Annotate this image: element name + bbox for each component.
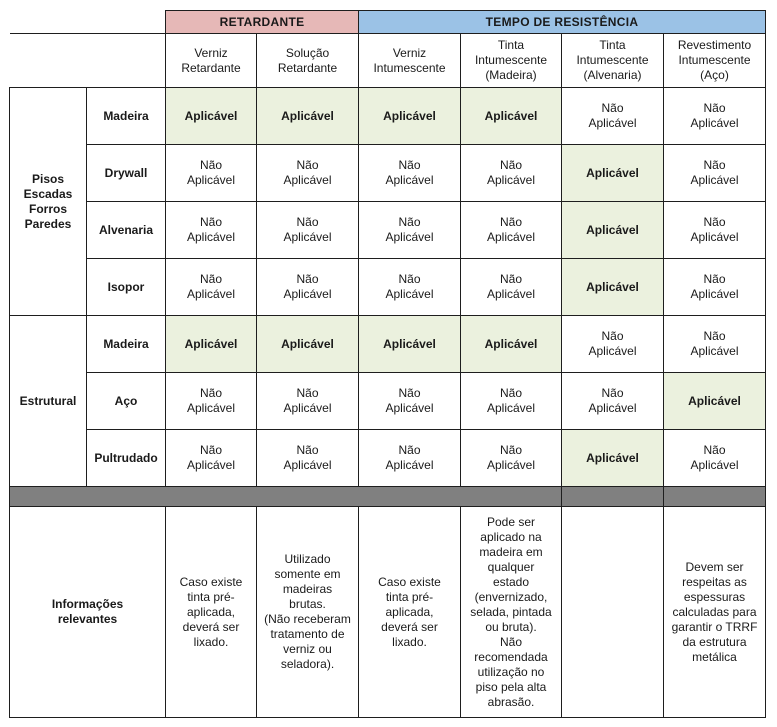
text-line: Não: [601, 329, 624, 343]
text-line: Aplicável: [283, 458, 332, 472]
cell-aplicavel: Aplicável: [359, 88, 461, 145]
text-line: deverá ser: [182, 619, 240, 634]
text-line: lixado.: [392, 634, 427, 649]
text-line: Não: [499, 272, 522, 286]
text-line: Não: [499, 158, 522, 172]
text-line: (Não receberam: [264, 612, 351, 626]
table-row: [10, 259, 766, 316]
text-line: Aplicável: [690, 287, 739, 301]
cell-nao-aplicavel: [166, 202, 257, 259]
text-line: (Madeira): [485, 68, 537, 82]
text-line: Aplicável: [186, 287, 236, 301]
text-line: tratamento de: [270, 627, 345, 641]
text-line: Paredes: [24, 216, 72, 231]
cell-nao-aplicavel: [664, 316, 766, 373]
cell-nao-aplicavel: [359, 259, 461, 316]
cell-nao-aplicavel: [461, 202, 562, 259]
cell-nao-aplicavel: [166, 259, 257, 316]
text-line: Devem ser: [685, 559, 744, 574]
text-line: recomendada: [474, 649, 548, 664]
column-header: [359, 34, 461, 88]
cell-aplicavel: Aplicável: [562, 145, 664, 202]
row-label: Aço: [87, 373, 166, 430]
table-row: [10, 202, 766, 259]
cell-nao-aplicavel: [257, 373, 359, 430]
text-line: aplicada,: [385, 604, 434, 619]
cell-nao-aplicavel: [562, 316, 664, 373]
cell-nao-aplicavel: [257, 145, 359, 202]
column-header: [461, 34, 562, 88]
table-row: [10, 88, 766, 145]
text-line: Aplicável: [385, 287, 434, 301]
text-line: Escadas: [23, 186, 73, 201]
text-line: Aplicável: [486, 173, 536, 187]
column-header-row: [10, 34, 766, 88]
text-line: deverá ser: [381, 619, 438, 634]
text-line: madeiras: [282, 582, 333, 596]
text-line: Utilizado: [284, 552, 331, 566]
info-label: [10, 507, 166, 718]
row-label: Pultrudado: [87, 430, 166, 487]
info-cell: [257, 507, 359, 718]
text-line: aplicada,: [186, 604, 236, 619]
text-line: Não: [398, 272, 421, 286]
text-line: Não: [499, 634, 522, 649]
text-line: abrasão.: [487, 694, 535, 709]
cell-nao-aplicavel: [359, 202, 461, 259]
cell-nao-aplicavel: [257, 202, 359, 259]
text-line: estado: [492, 574, 530, 589]
blank-corner-2: [10, 34, 166, 88]
text-line: seladora).: [280, 657, 335, 671]
cell-nao-aplicavel: [166, 430, 257, 487]
text-line: Aplicável: [385, 458, 434, 472]
text-line: Intumescente: [373, 60, 446, 75]
cell-nao-aplicavel: [664, 259, 766, 316]
cell-aplicavel: Aplicável: [166, 88, 257, 145]
cell-nao-aplicavel: [461, 373, 562, 430]
text-line: Não: [499, 443, 522, 457]
text-line: madeira em: [479, 544, 543, 559]
text-line: Forros: [28, 201, 67, 216]
text-line: Não: [601, 101, 624, 115]
info-cell: [461, 507, 562, 718]
cell-aplicavel: Aplicável: [359, 316, 461, 373]
column-header: [166, 34, 257, 88]
column-header: [562, 34, 664, 88]
text-line: Aplicável: [385, 401, 434, 415]
text-line: Não: [199, 215, 222, 229]
cell-nao-aplicavel: [461, 430, 562, 487]
text-line: lixado.: [193, 634, 229, 649]
text-line: Não: [703, 215, 726, 229]
text-line: Não: [601, 386, 624, 400]
table-row: [10, 430, 766, 487]
text-line: Não: [398, 158, 421, 172]
cell-aplicavel: Aplicável: [664, 373, 766, 430]
text-line: Aplicável: [588, 344, 637, 358]
text-line: brutas.: [289, 597, 326, 611]
text-line: Verniz: [194, 45, 228, 60]
text-line: Intumescente: [576, 53, 649, 67]
text-line: aplicado na: [480, 529, 542, 544]
text-line: Aplicável: [283, 287, 332, 301]
cell-aplicavel: Aplicável: [166, 316, 257, 373]
text-line: Não: [398, 386, 421, 400]
text-line: utilização no: [477, 664, 545, 679]
text-line: Caso existe: [179, 574, 243, 589]
text-line: Aplicável: [588, 116, 637, 130]
text-line: Aplicável: [283, 230, 332, 244]
text-line: tinta pré-: [187, 589, 235, 604]
text-line: (Aço): [700, 68, 729, 82]
section-header-row: [10, 11, 766, 34]
cell-aplicavel: Aplicável: [562, 259, 664, 316]
cell-aplicavel: Aplicável: [461, 316, 562, 373]
cell-nao-aplicavel: [359, 145, 461, 202]
section-retardante: RETARDANTE: [166, 11, 359, 34]
text-line: Aplicável: [486, 458, 536, 472]
text-line: Não: [499, 386, 522, 400]
text-line: Não: [296, 386, 319, 400]
text-line: Não: [703, 158, 726, 172]
table-row: [10, 316, 766, 373]
text-line: Informações: [51, 597, 124, 611]
row-label: Madeira: [87, 88, 166, 145]
text-line: Não: [296, 272, 319, 286]
info-cell: [664, 507, 766, 718]
text-line: Caso existe: [378, 574, 441, 589]
text-line: Não: [199, 158, 222, 172]
text-line: Não: [703, 272, 726, 286]
cell-nao-aplicavel: [461, 145, 562, 202]
text-line: Aplicável: [690, 173, 739, 187]
text-line: selada, pintada: [470, 604, 552, 619]
text-line: Tinta: [599, 38, 626, 52]
text-line: Pisos: [31, 171, 64, 186]
separator-cell: [562, 487, 664, 507]
column-header: [257, 34, 359, 88]
text-line: Não: [199, 443, 222, 457]
text-line: piso pela alta: [475, 679, 547, 694]
separator-row: [10, 487, 766, 507]
row-label: Drywall: [87, 145, 166, 202]
text-line: Verniz: [392, 45, 427, 60]
text-line: Não: [499, 215, 522, 229]
text-line: Aplicável: [186, 458, 236, 472]
cell-aplicavel: Aplicável: [461, 88, 562, 145]
cell-nao-aplicavel: [664, 202, 766, 259]
text-line: Aplicável: [486, 401, 536, 415]
info-row: [10, 507, 766, 718]
text-line: Aplicável: [690, 344, 739, 358]
fire-protection-table: [9, 10, 766, 718]
text-line: Aplicável: [486, 287, 536, 301]
text-line: calculadas para: [672, 604, 757, 619]
info-cell: [166, 507, 257, 718]
cell-aplicavel: Aplicável: [562, 202, 664, 259]
text-line: somente em: [274, 567, 341, 581]
cell-nao-aplicavel: [359, 430, 461, 487]
cell-nao-aplicavel: [166, 145, 257, 202]
cell-aplicavel: Aplicável: [257, 316, 359, 373]
info-cell: [359, 507, 461, 718]
text-line: Pode ser: [486, 514, 536, 529]
section-tempo-resistencia: TEMPO DE RESISTÊNCIA: [359, 11, 766, 34]
text-line: Não: [199, 272, 222, 286]
text-line: metálica: [692, 649, 737, 664]
text-line: Aplicável: [486, 230, 536, 244]
cell-aplicavel: Aplicável: [257, 88, 359, 145]
text-line: relevantes: [57, 612, 118, 626]
table-row: [10, 145, 766, 202]
text-line: verniz ou: [283, 642, 332, 656]
text-line: Não: [296, 158, 319, 172]
text-line: Não: [296, 443, 319, 457]
cell-nao-aplicavel: [257, 259, 359, 316]
text-line: Intumescente: [474, 53, 548, 67]
text-line: respeitas as: [682, 574, 747, 589]
text-line: Não: [703, 329, 726, 343]
text-line: Tinta: [497, 38, 525, 52]
text-line: Aplicável: [186, 230, 236, 244]
row-label: Alvenaria: [87, 202, 166, 259]
row-label: Madeira: [87, 316, 166, 373]
cell-nao-aplicavel: [359, 373, 461, 430]
text-line: Aplicável: [385, 173, 434, 187]
table-row: [10, 373, 766, 430]
text-line: Solução: [285, 45, 330, 60]
text-line: ou bruta).: [485, 619, 537, 634]
cell-nao-aplicavel: [257, 430, 359, 487]
row-group-label: [10, 88, 87, 316]
cell-nao-aplicavel: [664, 145, 766, 202]
text-line: Estrutural: [19, 393, 77, 408]
cell-nao-aplicavel: [562, 88, 664, 145]
text-line: (envernizado,: [474, 589, 548, 604]
text-line: (Alvenaria): [583, 68, 642, 82]
column-header: [664, 34, 766, 88]
cell-nao-aplicavel: [166, 373, 257, 430]
text-line: Aplicável: [690, 116, 739, 130]
text-line: Aplicável: [385, 230, 434, 244]
text-line: Aplicável: [690, 458, 739, 472]
text-line: da estrutura: [682, 634, 747, 649]
text-line: Aplicável: [186, 401, 236, 415]
cell-nao-aplicavel: [562, 373, 664, 430]
text-line: Não: [703, 443, 726, 457]
separator-cell: [10, 487, 562, 507]
text-line: Aplicável: [588, 401, 637, 415]
text-line: Não: [398, 443, 421, 457]
text-line: Aplicável: [283, 173, 332, 187]
text-line: Revestimento: [677, 38, 752, 52]
cell-nao-aplicavel: [664, 88, 766, 145]
blank-corner: [10, 11, 166, 34]
text-line: Retardante: [181, 60, 241, 75]
text-line: Aplicável: [690, 230, 739, 244]
text-line: Retardante: [277, 60, 338, 75]
text-line: Aplicável: [283, 401, 332, 415]
text-line: qualquer: [487, 559, 535, 574]
cell-aplicavel: Aplicável: [562, 430, 664, 487]
row-group-label: [10, 316, 87, 487]
row-label: Isopor: [87, 259, 166, 316]
text-line: espessuras: [683, 589, 746, 604]
text-line: Aplicável: [186, 173, 236, 187]
text-line: Não: [296, 215, 319, 229]
text-line: tinta pré-: [385, 589, 434, 604]
text-line: Não: [199, 386, 222, 400]
text-line: Não: [398, 215, 421, 229]
text-line: Não: [703, 101, 726, 115]
separator-cell: [664, 487, 766, 507]
text-line: garantir o TRRF: [671, 619, 758, 634]
text-line: Intumescente: [678, 53, 751, 67]
cell-nao-aplicavel: [664, 430, 766, 487]
cell-nao-aplicavel: [461, 259, 562, 316]
info-cell: [562, 507, 664, 718]
